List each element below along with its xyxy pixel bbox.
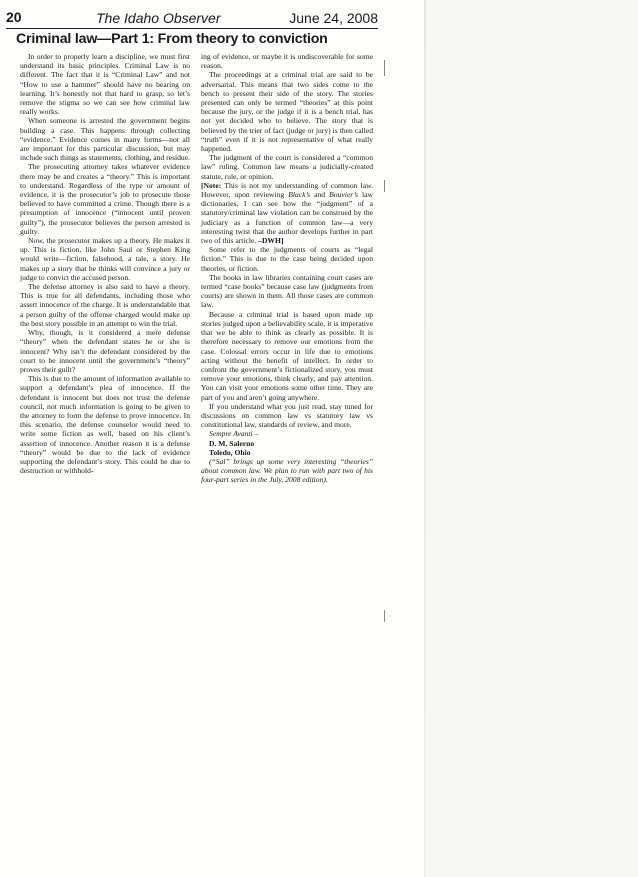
article-paragraph: The prosecuting attorney takes whatever evidence there may be and creates a “theory.” This is important to understand. Regardless of the type or amount of evidence, it is the prosecutor’s job to prosecute those believed to have committed a crime. Though there is a presumption of innocence (“innocent until proven guilty”), the prosecutor believes the person arrested is guilty. <box>20 162 190 236</box>
scan-mark <box>384 60 385 76</box>
article-paragraph: The books in law libraries containing court cases are termed “case books” because case law (judgments from courts) are shown in them. All those cases are common law. <box>201 272 373 310</box>
article-column-right <box>201 52 373 485</box>
article-paragraph: If you understand what you just read, stay tuned for discussions on common law vs statutory law vs constitutional law, standards of review, and more. <box>201 401 373 430</box>
editor-note-label: [Note: <box>201 180 222 190</box>
article-paragraph: The defense attorney is also said to have a theory. This is true for all defendants, including those who assert innocence of the charge. It is understandable that a person guilty of the offense charged would make up the best story possible in an attempt to win the trial. <box>20 282 190 328</box>
editor-note-text: This is not my understanding of common law. However, upon reviewing <box>201 180 373 200</box>
editor-note-source: Black’s <box>288 190 310 200</box>
scan-mark <box>384 180 385 192</box>
editor-footnote: (“Sal” brings up some very interesting “theories” about common law. We plan to run with part two of his four-part series in the July, 2008 edition). <box>201 456 373 485</box>
author-name: D. M. Salerno <box>209 438 255 448</box>
article-paragraph: Why, though, is it considered a mere defense “theory” when the defendant states he or she is innocent? Why isn’t the defendant considered by the court to be innocent until the government’s “theory” proves their guilt? <box>20 328 190 374</box>
article-paragraph: The proceedings at a criminal trial are said to be adversarial. This means that two sides come to the bench to present their side of the story. The stories presented can only be termed “theories” at this point because the jury, or the judge if it is a bench trial, has not yet decided who to believe. The story that is believed by the trier of fact (judge or jury) is then called “truth” even if it is not representative of what really happened. <box>201 70 373 154</box>
article-headline: Criminal law—Part 1: From theory to conviction <box>16 31 328 47</box>
article-paragraph: The judgment of the court is considered a “common law” ruling. Common law means a judicially-created statute, rule, or opinion. <box>201 153 373 181</box>
article-paragraph: In order to properly learn a discipline, we must first understand its basic principles. Criminal Law is no different. The fact that it is “Criminal Law” and not “How to use a hammer” should have no bearing on learning. It’s honestly not that hard to grasp, so let’s remove the stigma so we can see how criminal law really works. <box>20 52 190 117</box>
page-number: 20 <box>6 9 22 25</box>
publication-name: The Idaho Observer <box>96 10 221 26</box>
editor-note-source: Bouvier’s <box>329 190 358 200</box>
article-paragraph: When someone is arrested the government begins building a case. This happens through collecting “evidence.” Evidence comes in many forms—not all are important for this particular discussion, but may include such things as statements, clothing, and residue. <box>20 116 190 163</box>
article-paragraph: This is due to the amount of information available to support a defendant’s plea of innocence. If the defendant is innocent but does not trust the defense council, not much information is going to be given to the attorney to form the defense to prove innocence. In this scenario, the defense counselor would need to write some fiction as well, based on his client’s assertion of innocence. Another reason it is a defense “theory” would be due to the lack of evidence supporting the defendant’s story. This could be due to destruction or withhold- <box>20 374 190 476</box>
article-column-left <box>20 52 190 475</box>
scan-mark <box>384 610 385 622</box>
author-location: Toledo, Ohio <box>209 447 251 457</box>
header-rule <box>6 28 378 29</box>
editor-note <box>201 181 373 245</box>
issue-date: June 24, 2008 <box>289 10 378 26</box>
signature-closing: Sempre Avanti – <box>209 429 259 439</box>
editor-note-text: and <box>310 190 330 200</box>
scan-edge <box>424 0 426 877</box>
page-header <box>6 9 378 27</box>
editor-note-signoff: –DWH] <box>258 236 284 246</box>
article-paragraph: Now, the prosecutor makes up a theory. He makes it up. This is fiction, like John Saul or Stephen King would write—fiction, falsehood, a tale, a story. He makes up a story that he thinks will convince a jury or judge to convict the accused person. <box>20 236 190 282</box>
editor-note-text: law dictionaries, I can see how the “judgment” of a statutory/criminal law violation can be construed by the judiciary as a function of common law—a very interesting twist that the author develops further in part two of this article. <box>201 190 373 246</box>
article-paragraph: ing of evidence, or maybe it is undiscoverable for some reason. <box>201 52 373 71</box>
article-paragraph: Because a criminal trial is based upon made up stories judged upon a believability scale, it is imperative that we be able to think as clearly as possible. It is therefore necessary to remove our emotions from the case. Colossal errors occur in life due to emotions acting without the benefit of intellect. In order to confront the government’s fictionalized story, you must remove your emotions, think clearly, and pay attention. You can visit your emotions some other time. They are part of you and aren’t going anywhere. <box>201 309 373 402</box>
article-paragraph: Some refer to the judgments of courts as “legal fiction.” This is due to the case being decided upon theories, or fiction. <box>201 245 373 273</box>
